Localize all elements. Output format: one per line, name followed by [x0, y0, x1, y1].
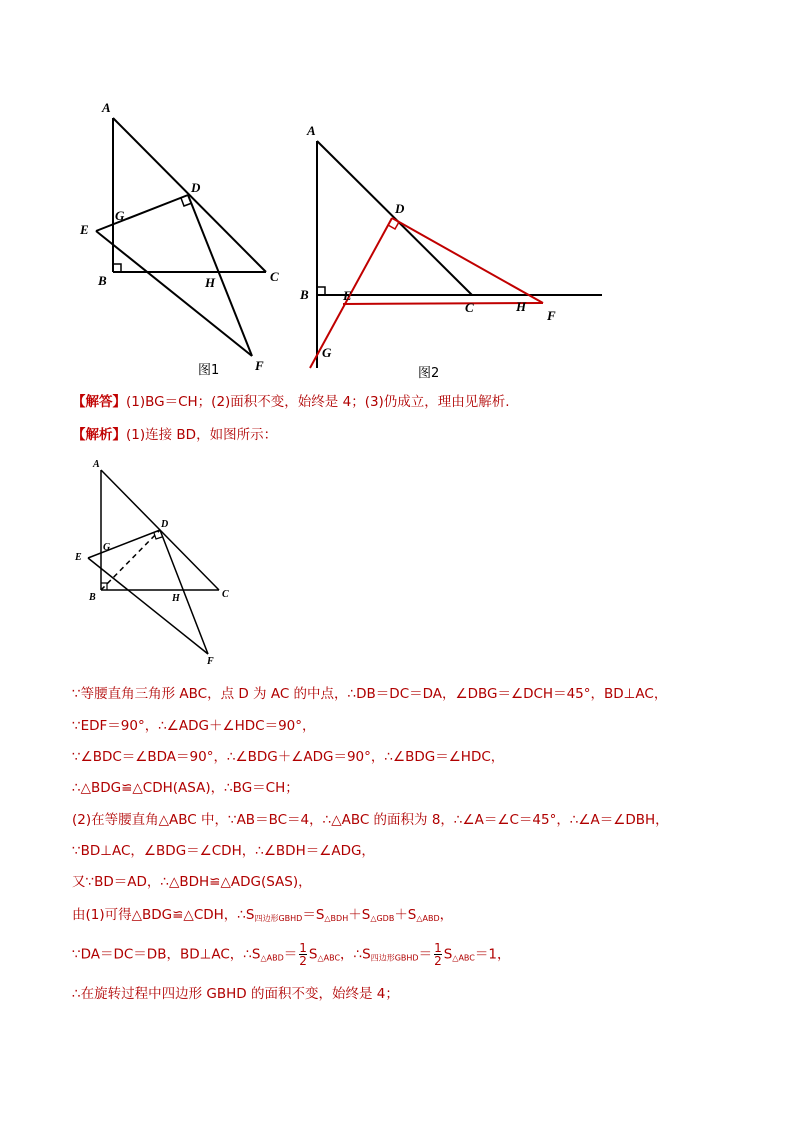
segment-ac [113, 118, 266, 272]
half-sub: △ABC [452, 953, 475, 963]
half-area-line [72, 942, 510, 968]
half-sub: △ABC [317, 953, 341, 963]
solution-line: ∴△BDG≌△CDH(ASA)，∴BG＝CH； [72, 780, 299, 796]
half-result: ＝1 [474, 946, 497, 963]
area-sub: △GDB [370, 914, 395, 923]
label-g: G [322, 345, 332, 360]
fraction-denominator: 2 [299, 954, 307, 968]
area-sub: 四边形GBHD [254, 914, 303, 923]
figure-1 [70, 95, 300, 385]
segment-df [188, 195, 252, 356]
label-c: C [222, 589, 229, 600]
label-h: H [516, 299, 527, 314]
area-prefix: 由(1)可得△BDG≌△CDH，∴S [72, 907, 255, 923]
label-f: F [547, 308, 556, 323]
answer-text: (1)BG＝CH；(2)面积不变，始终是 4；(3)仍成立，理由见解析. [126, 394, 510, 410]
solution-line: (2)在等腰直角△ABC 中，∵AB＝BC＝4，∴△ABC 的面积为 8，∴∠A＝∠C＝45°，∴∠A＝∠DBH， [72, 812, 669, 828]
segment-ed [96, 195, 188, 231]
figure-2-caption: 图2 [418, 366, 440, 381]
segment-ef [96, 231, 252, 356]
label-f: F [255, 358, 264, 373]
fraction-numerator: 1 [299, 941, 307, 955]
analysis-line [72, 426, 277, 444]
conclusion-line: ∴在旋转过程中四边形 GBHD 的面积不变，始终是 4； [72, 986, 399, 1002]
half-sub: △ABD [260, 953, 284, 963]
label-e: E [343, 288, 352, 303]
area-sub: △BDH [324, 914, 349, 923]
area-sum-line [72, 906, 453, 928]
fraction-denominator: 2 [434, 954, 442, 968]
label-e: E [75, 552, 82, 563]
half-s: S [308, 946, 318, 963]
analysis-tag: 【解析】 [72, 427, 126, 443]
label-c: C [270, 269, 279, 284]
segment-ed [88, 530, 160, 558]
label-d: D [395, 201, 405, 216]
label-f: F [207, 656, 214, 667]
half-sub: 四边形GBHD [370, 953, 419, 963]
area-eq: ＝S [302, 907, 325, 923]
right-angle-mark-b [317, 287, 325, 295]
answer-tag: 【解答】 [72, 394, 126, 410]
answer-line [72, 393, 510, 411]
label-g: G [115, 208, 125, 223]
label-b: B [300, 287, 309, 302]
label-c: C [465, 300, 474, 315]
label-d: D [161, 519, 169, 530]
area-sub: △ABD [416, 914, 440, 923]
figure-2 [295, 115, 615, 375]
half-eq: ＝ [418, 946, 433, 963]
fraction-one-half [434, 942, 442, 967]
solution-line: ∵等腰直角三角形 ABC，点 D 为 AC 的中点，∴DB＝DC＝DA，∠DBG＝∠DCH＝45°，BD⊥AC， [72, 686, 668, 702]
solution-line: 又∵BD＝AD，∴△BDH≌△ADG(SAS)， [72, 874, 312, 890]
label-e: E [80, 222, 89, 237]
label-g: G [103, 542, 111, 553]
label-b: B [98, 273, 107, 288]
solution-line: ∵EDF＝90°，∴∠ADG＋∠HDC＝90°， [72, 718, 316, 734]
figure-1-caption: 图1 [198, 363, 220, 378]
solution-line: ∵∠BDC＝∠BDA＝90°，∴∠BDG＋∠ADG＝90°，∴∠BDG＝∠HDC， [72, 749, 505, 765]
area-plus: ＋S [394, 907, 417, 923]
area-suffix: ， [439, 907, 454, 923]
half-mid: ，∴S [340, 946, 371, 963]
half-suffix: ， [496, 946, 511, 963]
label-b: B [89, 592, 96, 603]
label-a: A [307, 123, 316, 138]
half-prefix: ∵DA＝DC＝DB，BD⊥AC，∴S [72, 946, 261, 963]
half-eq: ＝ [283, 946, 298, 963]
solution-line: ∵BD⊥AC，∠BDG＝∠CDH，∴∠BDH＝∠ADG， [72, 843, 375, 859]
right-angle-mark-b [113, 264, 121, 272]
fraction-numerator: 1 [434, 941, 442, 955]
area-plus: ＋S [348, 907, 371, 923]
segment-ef [343, 303, 543, 304]
analysis-text: (1)连接 BD，如图所示： [126, 427, 278, 443]
segment-ac [317, 141, 472, 295]
label-h: H [205, 275, 216, 290]
fraction-one-half [299, 942, 307, 967]
label-d: D [191, 180, 201, 195]
label-h: H [172, 593, 180, 604]
figure-3 [70, 455, 240, 670]
label-a: A [93, 459, 100, 470]
segment-bd-dashed [101, 530, 160, 590]
half-s: S [443, 946, 453, 963]
label-a: A [102, 100, 111, 115]
